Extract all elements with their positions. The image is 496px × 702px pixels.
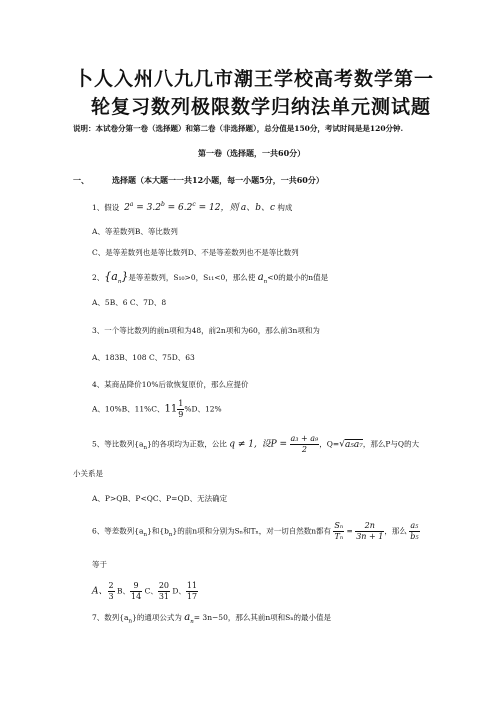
q5-options: A、P>QB、P<QC、P=QD、无法确定 xyxy=(92,494,228,503)
q6-ratio-n: $\frac{2n}{3n + 1}$ xyxy=(356,521,384,541)
section-heading: 选择题（本大题一一共12小题，每一小题5分，一共60分） xyxy=(112,175,324,185)
question-5: 5、等比数列$\{a_n\}$的各项均为正数，公比 q ≠ 1, 设P = $\frac{\text{a₃ + a₉}}{2}$ ，Q=√a₅a₇，那么P与Q的大 xyxy=(92,434,420,454)
q2-an: $a_n$ xyxy=(257,272,268,285)
q2-text-1: 是等差数列，S₁₀>0，S₁₁<0，那么使 xyxy=(128,273,256,282)
q6-option-c: $\frac{20}{31}$ xyxy=(158,581,170,601)
q4-fraction: $\frac{1}{9}$ xyxy=(178,399,184,419)
question-2 xyxy=(92,270,328,285)
q6-options: A、 $\frac{2}{3}$ B、 $\frac{9}{14}$ C、 $\frac{20}{31}$ D、 $\frac{11}{17}$ xyxy=(92,581,198,601)
q1-number: 1、 xyxy=(92,203,105,212)
q5-text-continued: 小关系是 xyxy=(73,469,103,478)
question-7: 7、数列$\{a_n\}$的通项公式为 $a_n= 3n-50$，那么其前n项和Sₙ的最小值是 xyxy=(92,612,332,625)
q2-options: A、5B、6 C、7D、8 xyxy=(92,298,167,307)
q6-option-d: $\frac{11}{17}$ xyxy=(186,581,198,601)
q4-options xyxy=(92,399,222,420)
q5-p-fraction: $\frac{\text{a₃ + a₉}}{2}$ xyxy=(290,434,319,454)
question-1 xyxy=(92,200,292,213)
q1-prefix: 假设 xyxy=(104,203,120,212)
q4-options-post: %D、12% xyxy=(184,404,222,414)
q5-q-condition: q ≠ 1, xyxy=(229,439,257,450)
question-3: 3、一个等比数列的前n项和为48，前2n项和为60，那么前3n项和为 xyxy=(92,326,320,335)
page-title-line1: 卜人入州八九几市潮王学校高考数学第一 xyxy=(74,68,435,90)
q6-text-continued: 等于 xyxy=(92,560,107,569)
q5-p-label: 设P = xyxy=(261,439,288,450)
q4-mixed-whole: 11 xyxy=(164,403,178,415)
q1-options-ab: A、等差数列B、等比数列 xyxy=(92,227,178,236)
q5-sqrt: √a₅a₇ xyxy=(339,439,363,450)
q2-text-2: <0的最小的n值是 xyxy=(267,273,329,282)
section-number: 一、 xyxy=(73,175,89,185)
q3-options: A、183B、108 C、75D、63 xyxy=(92,353,195,362)
question-4: 4、某商品降价10%后欲恢复原价，那么应提价 xyxy=(92,380,249,389)
q7-an: $a_n$ xyxy=(184,612,194,625)
q1-suffix: 构成 xyxy=(277,203,293,212)
q6-option-b: $\frac{9}{14}$ xyxy=(131,581,142,601)
q1-options-cd: C、是等差数列也是等比数列D、不是等差数列也不是等比数列 xyxy=(92,248,299,257)
exam-note: 说明：本试卷分第一卷（选择题）和第二卷（非选择题），总分值是150分，考试时间是是120分钟. xyxy=(73,124,404,133)
question-6: 6、等差数列$\{a_n\}$和$\{b_n\}$的前n项和分别为Sₙ和Tₙ，对一切自然数n都有 $\frac{\text{Sₙ}}{\text{Tₙ}}$ = $\frac{2n}{3n + 1}$ ，那么 $\frac{\text{a₅}}{\text{b₅}}$ xyxy=(92,521,419,541)
q4-options-pre: A、10%B、11%C、 xyxy=(92,404,165,414)
q6-option-a: $\frac{2}{3}$ xyxy=(108,581,114,601)
q2-sequence: $\{a_n\}$ xyxy=(104,270,129,286)
part-one-heading: 第一卷（选择题，一共60分） xyxy=(198,148,306,158)
page-title-line2: 轮复习数列极限数学归纳法单元测试题 xyxy=(91,96,432,118)
q6-ratio-st: $\frac{\text{Sₙ}}{\text{Tₙ}}$ xyxy=(334,521,344,541)
q2-number: 2、 xyxy=(92,273,105,282)
q6-ratio-ab: $\frac{\text{a₅}}{\text{b₅}}$ xyxy=(410,521,419,541)
q1-vars: a、b、c xyxy=(240,203,276,213)
q1-equation: $2^a = 3.2^b = 6.2^c = 12$，则 xyxy=(124,201,239,213)
